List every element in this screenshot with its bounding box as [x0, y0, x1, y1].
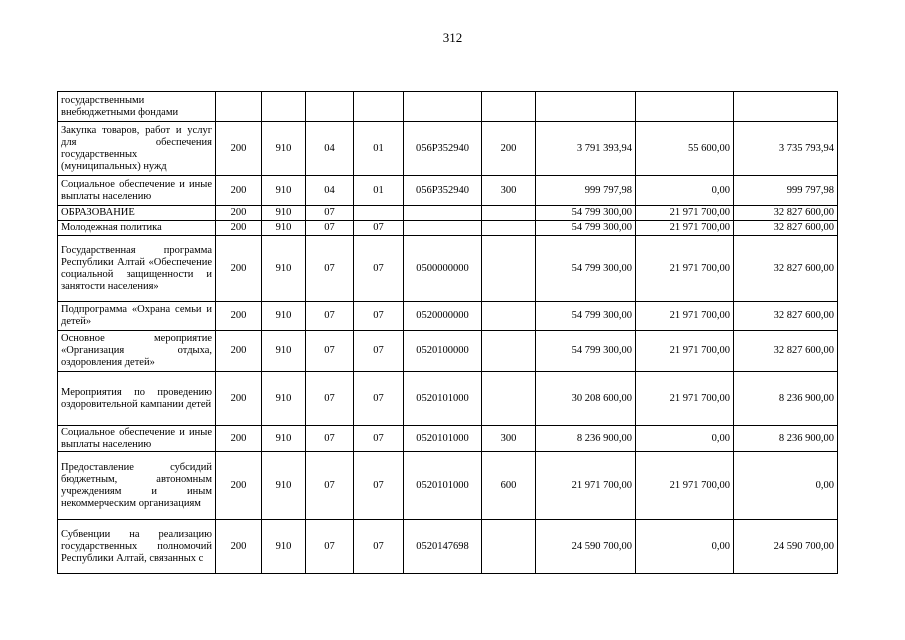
row-name-cell: Подпрограмма «Охрана семьи и детей» — [58, 302, 216, 331]
sum-regional-cell: 8 236 900,00 — [734, 426, 838, 452]
podrazdel2-cell: 07 — [354, 331, 404, 372]
sum-federal-cell: 21 971 700,00 — [636, 221, 734, 236]
sum-regional-cell: 32 827 600,00 — [734, 221, 838, 236]
vr-cell: 300 — [482, 426, 536, 452]
sum-regional-cell: 32 827 600,00 — [734, 331, 838, 372]
sum-regional-cell: 32 827 600,00 — [734, 236, 838, 302]
podrazdel-cell — [306, 92, 354, 122]
razdel-cell: 910 — [262, 206, 306, 221]
vr-cell — [482, 236, 536, 302]
row-name-cell: Социальное обеспечение и иные выплаты населению — [58, 426, 216, 452]
ved-cell: 200 — [216, 426, 262, 452]
sum-regional-cell — [734, 92, 838, 122]
vr-cell — [482, 206, 536, 221]
podrazdel2-cell: 07 — [354, 426, 404, 452]
sum-regional-cell: 0,00 — [734, 452, 838, 520]
podrazdel-cell: 07 — [306, 221, 354, 236]
podrazdel2-cell: 07 — [354, 372, 404, 426]
sum-total-cell: 54 799 300,00 — [536, 236, 636, 302]
csr-cell: 056P352940 — [404, 176, 482, 206]
row-name-cell: Субвенции на реализацию государственных полномочий Республики Алтай, связанных с — [58, 520, 216, 574]
table-row — [58, 426, 838, 452]
razdel-cell: 910 — [262, 372, 306, 426]
vr-cell — [482, 92, 536, 122]
podrazdel2-cell: 01 — [354, 176, 404, 206]
sum-total-cell: 54 799 300,00 — [536, 302, 636, 331]
sum-federal-cell: 0,00 — [636, 176, 734, 206]
podrazdel2-cell: 01 — [354, 122, 404, 176]
sum-federal-cell: 55 600,00 — [636, 122, 734, 176]
vr-cell — [482, 221, 536, 236]
razdel-cell: 910 — [262, 236, 306, 302]
sum-federal-cell: 0,00 — [636, 426, 734, 452]
sum-total-cell: 24 590 700,00 — [536, 520, 636, 574]
row-name-cell: Молодежная политика — [58, 221, 216, 236]
ved-cell: 200 — [216, 122, 262, 176]
sum-federal-cell: 21 971 700,00 — [636, 206, 734, 221]
sum-federal-cell — [636, 92, 734, 122]
vr-cell: 300 — [482, 176, 536, 206]
podrazdel2-cell: 07 — [354, 236, 404, 302]
table-row — [58, 236, 838, 302]
podrazdel2-cell: 07 — [354, 452, 404, 520]
podrazdel-cell: 07 — [306, 520, 354, 574]
sum-total-cell: 21 971 700,00 — [536, 452, 636, 520]
razdel-cell: 910 — [262, 520, 306, 574]
razdel-cell: 910 — [262, 426, 306, 452]
sum-total-cell: 8 236 900,00 — [536, 426, 636, 452]
table-row — [58, 221, 838, 236]
sum-federal-cell: 21 971 700,00 — [636, 331, 734, 372]
csr-cell — [404, 92, 482, 122]
row-name-cell: государственными внебюджетными фондами — [58, 92, 216, 122]
page-number: 312 — [442, 30, 463, 45]
csr-cell: 0500000000 — [404, 236, 482, 302]
sum-federal-cell: 21 971 700,00 — [636, 452, 734, 520]
podrazdel-cell: 07 — [306, 236, 354, 302]
vr-cell — [482, 302, 536, 331]
table-row — [58, 206, 838, 221]
podrazdel-cell: 04 — [306, 122, 354, 176]
sum-total-cell: 999 797,98 — [536, 176, 636, 206]
ved-cell: 200 — [216, 452, 262, 520]
ved-cell: 200 — [216, 302, 262, 331]
ved-cell: 200 — [216, 331, 262, 372]
table-row — [58, 122, 838, 176]
sum-regional-cell: 32 827 600,00 — [734, 206, 838, 221]
row-name-cell: Государственная программа Республики Алтай «Обеспечение социальной защищенности и занятости населения» — [58, 236, 216, 302]
ved-cell: 200 — [216, 520, 262, 574]
csr-cell — [404, 206, 482, 221]
row-name-cell: Социальное обеспечение и иные выплаты населению — [58, 176, 216, 206]
razdel-cell: 910 — [262, 122, 306, 176]
sum-regional-cell: 999 797,98 — [734, 176, 838, 206]
razdel-cell: 910 — [262, 221, 306, 236]
row-name-cell: Закупка товаров, работ и услуг для обеспечения государственных (муниципальных) нужд — [58, 122, 216, 176]
sum-total-cell: 30 208 600,00 — [536, 372, 636, 426]
row-name-cell: Мероприятия по проведению оздоровительной кампании детей — [58, 372, 216, 426]
table-row — [58, 372, 838, 426]
sum-federal-cell: 21 971 700,00 — [636, 302, 734, 331]
sum-total-cell — [536, 92, 636, 122]
razdel-cell: 910 — [262, 452, 306, 520]
podrazdel-cell: 04 — [306, 176, 354, 206]
sum-total-cell: 3 791 393,94 — [536, 122, 636, 176]
ved-cell: 200 — [216, 236, 262, 302]
table-row — [58, 520, 838, 574]
sum-regional-cell: 8 236 900,00 — [734, 372, 838, 426]
table-row — [58, 302, 838, 331]
table-row — [58, 452, 838, 520]
podrazdel2-cell — [354, 206, 404, 221]
ved-cell — [216, 92, 262, 122]
budget-table — [57, 91, 838, 574]
vr-cell: 200 — [482, 122, 536, 176]
podrazdel2-cell — [354, 92, 404, 122]
table-row — [58, 331, 838, 372]
razdel-cell: 910 — [262, 331, 306, 372]
ved-cell: 200 — [216, 372, 262, 426]
podrazdel2-cell: 07 — [354, 302, 404, 331]
table-body — [58, 92, 838, 574]
csr-cell: 0520101000 — [404, 426, 482, 452]
csr-cell: 0520101000 — [404, 372, 482, 426]
podrazdel-cell: 07 — [306, 302, 354, 331]
vr-cell — [482, 520, 536, 574]
sum-regional-cell: 24 590 700,00 — [734, 520, 838, 574]
ved-cell: 200 — [216, 221, 262, 236]
podrazdel-cell: 07 — [306, 331, 354, 372]
sum-federal-cell: 0,00 — [636, 520, 734, 574]
razdel-cell: 910 — [262, 176, 306, 206]
podrazdel-cell: 07 — [306, 206, 354, 221]
sum-total-cell: 54 799 300,00 — [536, 206, 636, 221]
csr-cell: 056P352940 — [404, 122, 482, 176]
csr-cell: 0520147698 — [404, 520, 482, 574]
row-name-cell: Предоставление субсидий бюджетным, автономным учреждениям и иным некоммерческим организациям — [58, 452, 216, 520]
sum-regional-cell: 3 735 793,94 — [734, 122, 838, 176]
vr-cell — [482, 331, 536, 372]
razdel-cell — [262, 92, 306, 122]
table-row — [58, 176, 838, 206]
row-name-cell: Основное мероприятие «Организация отдыха, оздоровления детей» — [58, 331, 216, 372]
podrazdel-cell: 07 — [306, 452, 354, 520]
csr-cell: 0520100000 — [404, 331, 482, 372]
vr-cell: 600 — [482, 452, 536, 520]
sum-total-cell: 54 799 300,00 — [536, 331, 636, 372]
ved-cell: 200 — [216, 206, 262, 221]
podrazdel2-cell: 07 — [354, 221, 404, 236]
sum-federal-cell: 21 971 700,00 — [636, 236, 734, 302]
csr-cell: 0520000000 — [404, 302, 482, 331]
razdel-cell: 910 — [262, 302, 306, 331]
sum-total-cell: 54 799 300,00 — [536, 221, 636, 236]
sum-federal-cell: 21 971 700,00 — [636, 372, 734, 426]
vr-cell — [482, 372, 536, 426]
csr-cell — [404, 221, 482, 236]
table-row — [58, 92, 838, 122]
podrazdel-cell: 07 — [306, 426, 354, 452]
sum-regional-cell: 32 827 600,00 — [734, 302, 838, 331]
row-name-cell: ОБРАЗОВАНИЕ — [58, 206, 216, 221]
podrazdel2-cell: 07 — [354, 520, 404, 574]
csr-cell: 0520101000 — [404, 452, 482, 520]
podrazdel-cell: 07 — [306, 372, 354, 426]
ved-cell: 200 — [216, 176, 262, 206]
